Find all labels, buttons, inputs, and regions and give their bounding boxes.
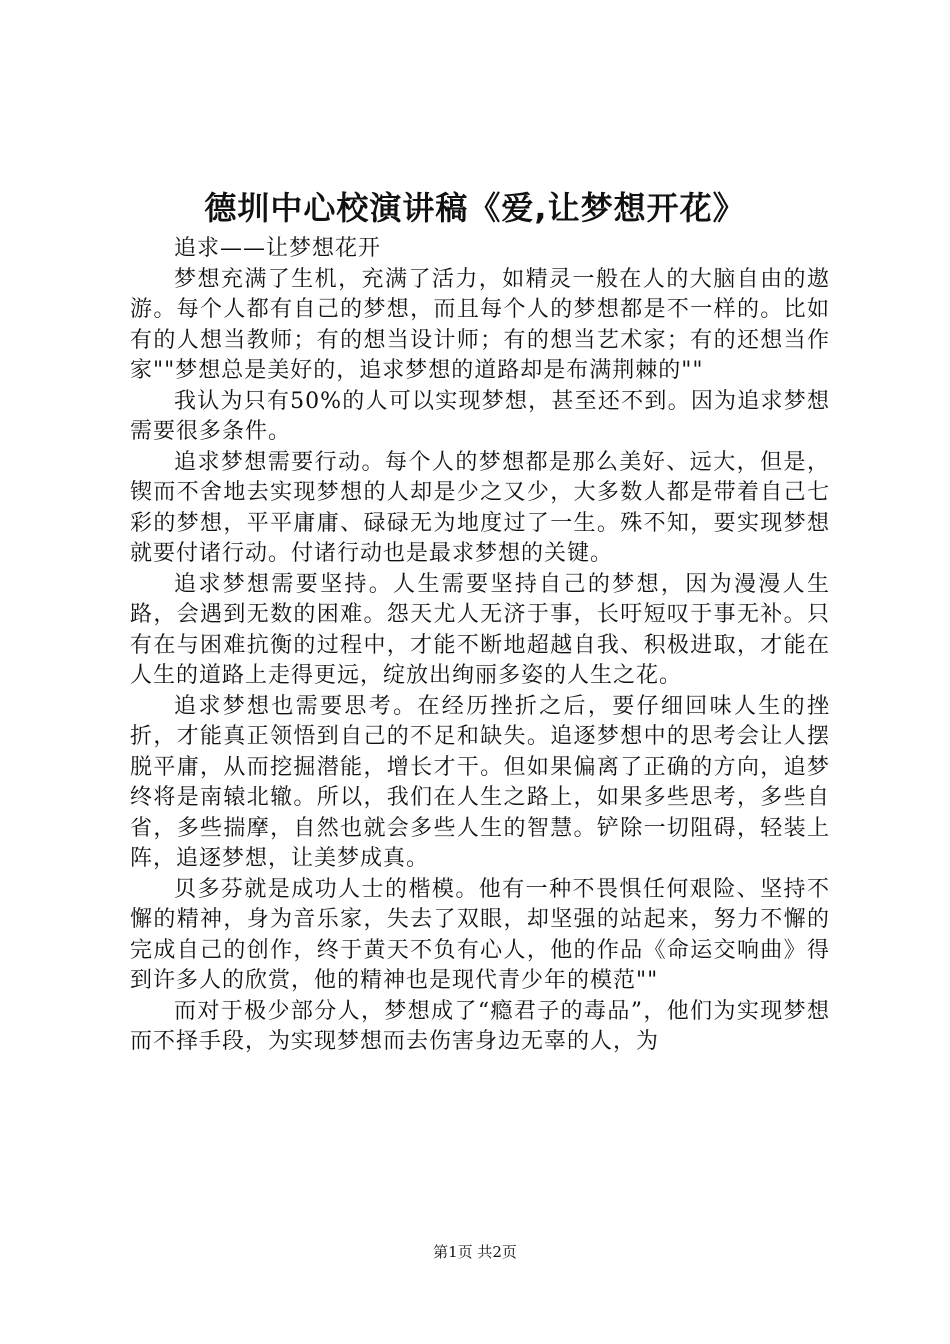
paragraph-subtitle: 追求——让梦想花开 (174, 236, 382, 261)
paragraph: 追求梦想需要行动。每个人的梦想都是那么美好、远大，但是，锲而不舍地去实现梦想的人却是少之又少，大多数人都是带着自己七彩的梦想，平平庸庸、碌碌无为地度过了一生。殊不知，要实现梦想就要付诸行动。付诸行动也是最求梦想的关键。 (130, 449, 830, 566)
paragraph: 追求梦想也需要思考。在经历挫折之后，要仔细回味人生的挫折，才能真正领悟到自己的不足和缺失。追逐梦想中的思考会让人摆脱平庸，从而挖掘潜能，增长才干。但如果偏离了正确的方向，追梦终将是南辕北辙。所以，我们在人生之路上，如果多些思考，多些自省，多些揣摩，自然也就会多些人生的智慧。铲除一切阻碍，轻装上阵，追逐梦想，让美梦成真。 (130, 693, 830, 871)
paragraph: 而对于极少部分人，梦想成了“瘾君子的毒品”，他们为实现梦想而不择手段，为实现梦想而去伤害身边无辜的人，为 (130, 998, 830, 1054)
paragraph: 我认为只有50%的人可以实现梦想，甚至还不到。因为追求梦想需要很多条件。 (130, 388, 830, 444)
paragraph: 追求梦想需要坚持。人生需要坚持自己的梦想，因为漫漫人生路，会遇到无数的困难。怨天尤人无济于事，长吁短叹于事无补。只有在与困难抗衡的过程中，才能不断地超越自我、积极进取，才能在人生的道路上走得更远，绽放出绚丽多姿的人生之花。 (130, 571, 830, 688)
paragraph: 贝多芬就是成功人士的楷模。他有一种不畏惧任何艰险、坚持不懈的精神，身为音乐家，失去了双眼，却坚强的站起来，努力不懈的完成自己的创作，终于黄天不负有心人，他的作品《命运交响曲》得到许多人的欣赏，他的精神也是现代青少年的模范"" (130, 876, 830, 993)
document-body (130, 234, 830, 1058)
document-title: 德圳中心校演讲稿《爱,让梦想开花》 (204, 189, 746, 227)
paragraph: 梦想充满了生机，充满了活力，如精灵一般在人的大脑自由的遨游。每个人都有自己的梦想，而且每个人的梦想都是不一样的。比如有的人想当教师；有的想当设计师；有的想当艺术家；有的还想当作家""梦想总是美好的，追求梦想的道路却是布满荆棘的"" (130, 266, 830, 383)
page-footer: 第1页 共2页 (433, 1243, 517, 1261)
